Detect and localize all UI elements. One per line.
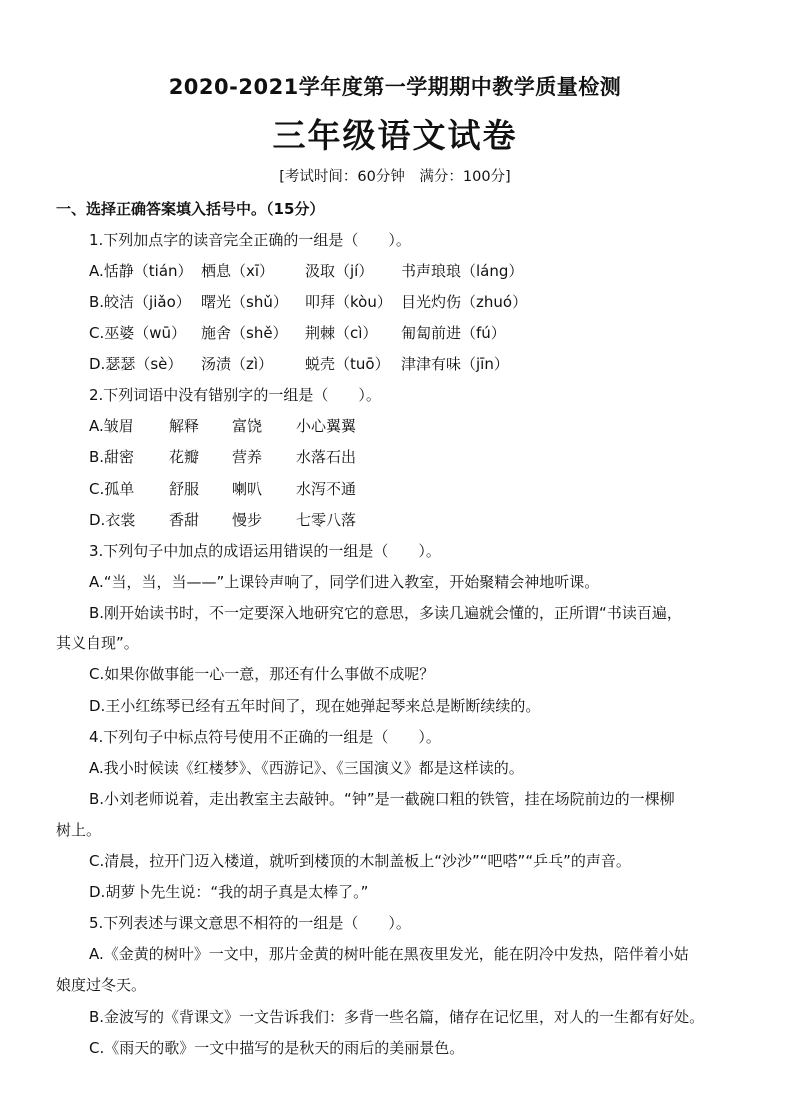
q1-d-4: 津津有味（jīn） (401, 355, 509, 373)
q1-option-c (89, 323, 506, 343)
q2-stem: 2.下列词语中没有错别字的一组是（ ）。 (89, 386, 381, 404)
q1-b-1: B.皎洁（jiǎo） (89, 293, 191, 311)
q1-option-a (89, 261, 523, 281)
section-1-heading: 一、选择正确答案填入括号中。（15分） (56, 200, 325, 218)
q5-option-b: B.金波写的《背课文》一文告诉我们：多背一些名篇，储存在记忆里，对人的一生都有好处。 (89, 1008, 705, 1026)
q2-c-2: 舒服 (169, 480, 200, 498)
q5-option-a-cont: 娘度过冬天。 (56, 976, 147, 994)
q4-stem: 4.下列句子中标点符号使用不正确的一组是（ ）。 (89, 728, 441, 746)
q5-option-a: A.《金黄的树叶》一文中，那片金黄的树叶能在黑夜里发光，能在阴冷中发热，陪伴着小姑 (89, 945, 689, 963)
q2-option-c (89, 479, 356, 499)
exam-title: 2020-2021学年度第一学期期中教学质量检测 (168, 75, 622, 99)
q1-a-1: A.恬静（tián） (89, 262, 193, 280)
q2-d-4: 七零八落 (296, 511, 357, 529)
q4-option-d: D.胡萝卜先生说：“我的胡子真是太棒了。” (89, 883, 369, 901)
q2-option-a (89, 416, 356, 436)
q1-a-4: 书声琅琅（láng） (401, 262, 524, 280)
q2-c-4: 水泻不通 (296, 480, 357, 498)
exam-subtitle: 三年级语文试卷 (272, 116, 518, 155)
q4-option-b-cont: 树上。 (56, 821, 102, 839)
q2-d-3: 慢步 (232, 511, 263, 529)
q2-a-4: 小心翼翼 (296, 417, 357, 435)
q3-option-b-cont: 其义自现”。 (56, 634, 139, 652)
q1-d-2: 汤渍（zì） (201, 355, 274, 373)
q2-option-d (89, 510, 356, 530)
q4-option-b: B.小刘老师说着，走出教室主去敲钟。“钟”是一截碗口粗的铁管，挂在场院前边的一棵柳 (89, 790, 675, 808)
exam-time-score: [考试时间：60分钟 满分：100分] (279, 169, 511, 185)
q2-option-b (89, 447, 356, 467)
q1-a-2: 栖息（xī） (201, 262, 275, 280)
q3-option-c: C.如果你做事能一心一意，那还有什么事做不成呢？ (89, 665, 435, 683)
q2-c-1: C.孤单 (89, 480, 135, 498)
q1-c-1: C.巫婆（wū） (89, 324, 187, 342)
q2-d-1: D.衣裳 (89, 511, 136, 529)
q1-b-4: 目光灼伤（zhuó） (401, 293, 528, 311)
q1-c-4: 匍匐前进（fú） (401, 324, 506, 342)
q1-option-b (89, 292, 527, 312)
q2-d-2: 香甜 (169, 511, 200, 529)
q1-a-3: 汲取（jí） (305, 262, 374, 280)
q4-option-c: C.清晨，拉开门迈入楼道，就听到楼顶的木制盖板上“沙沙”“吧嗒”“乒乓”的声音。 (89, 852, 631, 870)
q1-c-2: 施舍（shě） (201, 324, 288, 342)
q5-stem: 5.下列表述与课文意思不相符的一组是（ ）。 (89, 914, 411, 932)
q1-d-3: 蜕壳（tuō） (305, 355, 390, 373)
q1-d-1: D.瑟瑟（sè） (89, 355, 183, 373)
q2-c-3: 喇叭 (232, 480, 263, 498)
q1-b-2: 曙光（shǔ） (201, 293, 288, 311)
q1-option-d (89, 354, 509, 374)
q1-stem: 1.下列加点字的读音完全正确的一组是（ ）。 (89, 231, 411, 249)
q2-b-4: 水落石出 (296, 448, 357, 466)
q1-b-3: 叩拜（kòu） (305, 293, 392, 311)
q4-option-a: A.我小时候读《红楼梦》、《西游记》、《三国演义》都是这样读的。 (89, 759, 524, 777)
q2-a-3: 富饶 (232, 417, 263, 435)
q1-c-3: 荆棘（cì） (305, 324, 378, 342)
q3-option-a: A.“当，当，当——”上课铃声响了，同学们进入教室，开始聚精会神地听课。 (89, 573, 600, 591)
q2-a-2: 解释 (169, 417, 200, 435)
q3-stem: 3.下列句子中加点的成语运用错误的一组是（ ）。 (89, 542, 441, 560)
q2-b-2: 花瓣 (169, 448, 200, 466)
q2-b-1: B.甜密 (89, 448, 135, 466)
q5-option-c: C.《雨天的歌》一文中描写的是秋天的雨后的美丽景色。 (89, 1039, 465, 1057)
q3-option-b: B.刚开始读书时，不一定要深入地研究它的意思，多读几遍就会懂的，正所谓“书读百遍， (89, 604, 682, 622)
q2-a-1: A.皱眉 (89, 417, 134, 435)
q2-b-3: 营养 (232, 448, 263, 466)
q3-option-d: D.王小红练琴已经有五年时间了，现在她弹起琴来总是断断续续的。 (89, 697, 541, 715)
